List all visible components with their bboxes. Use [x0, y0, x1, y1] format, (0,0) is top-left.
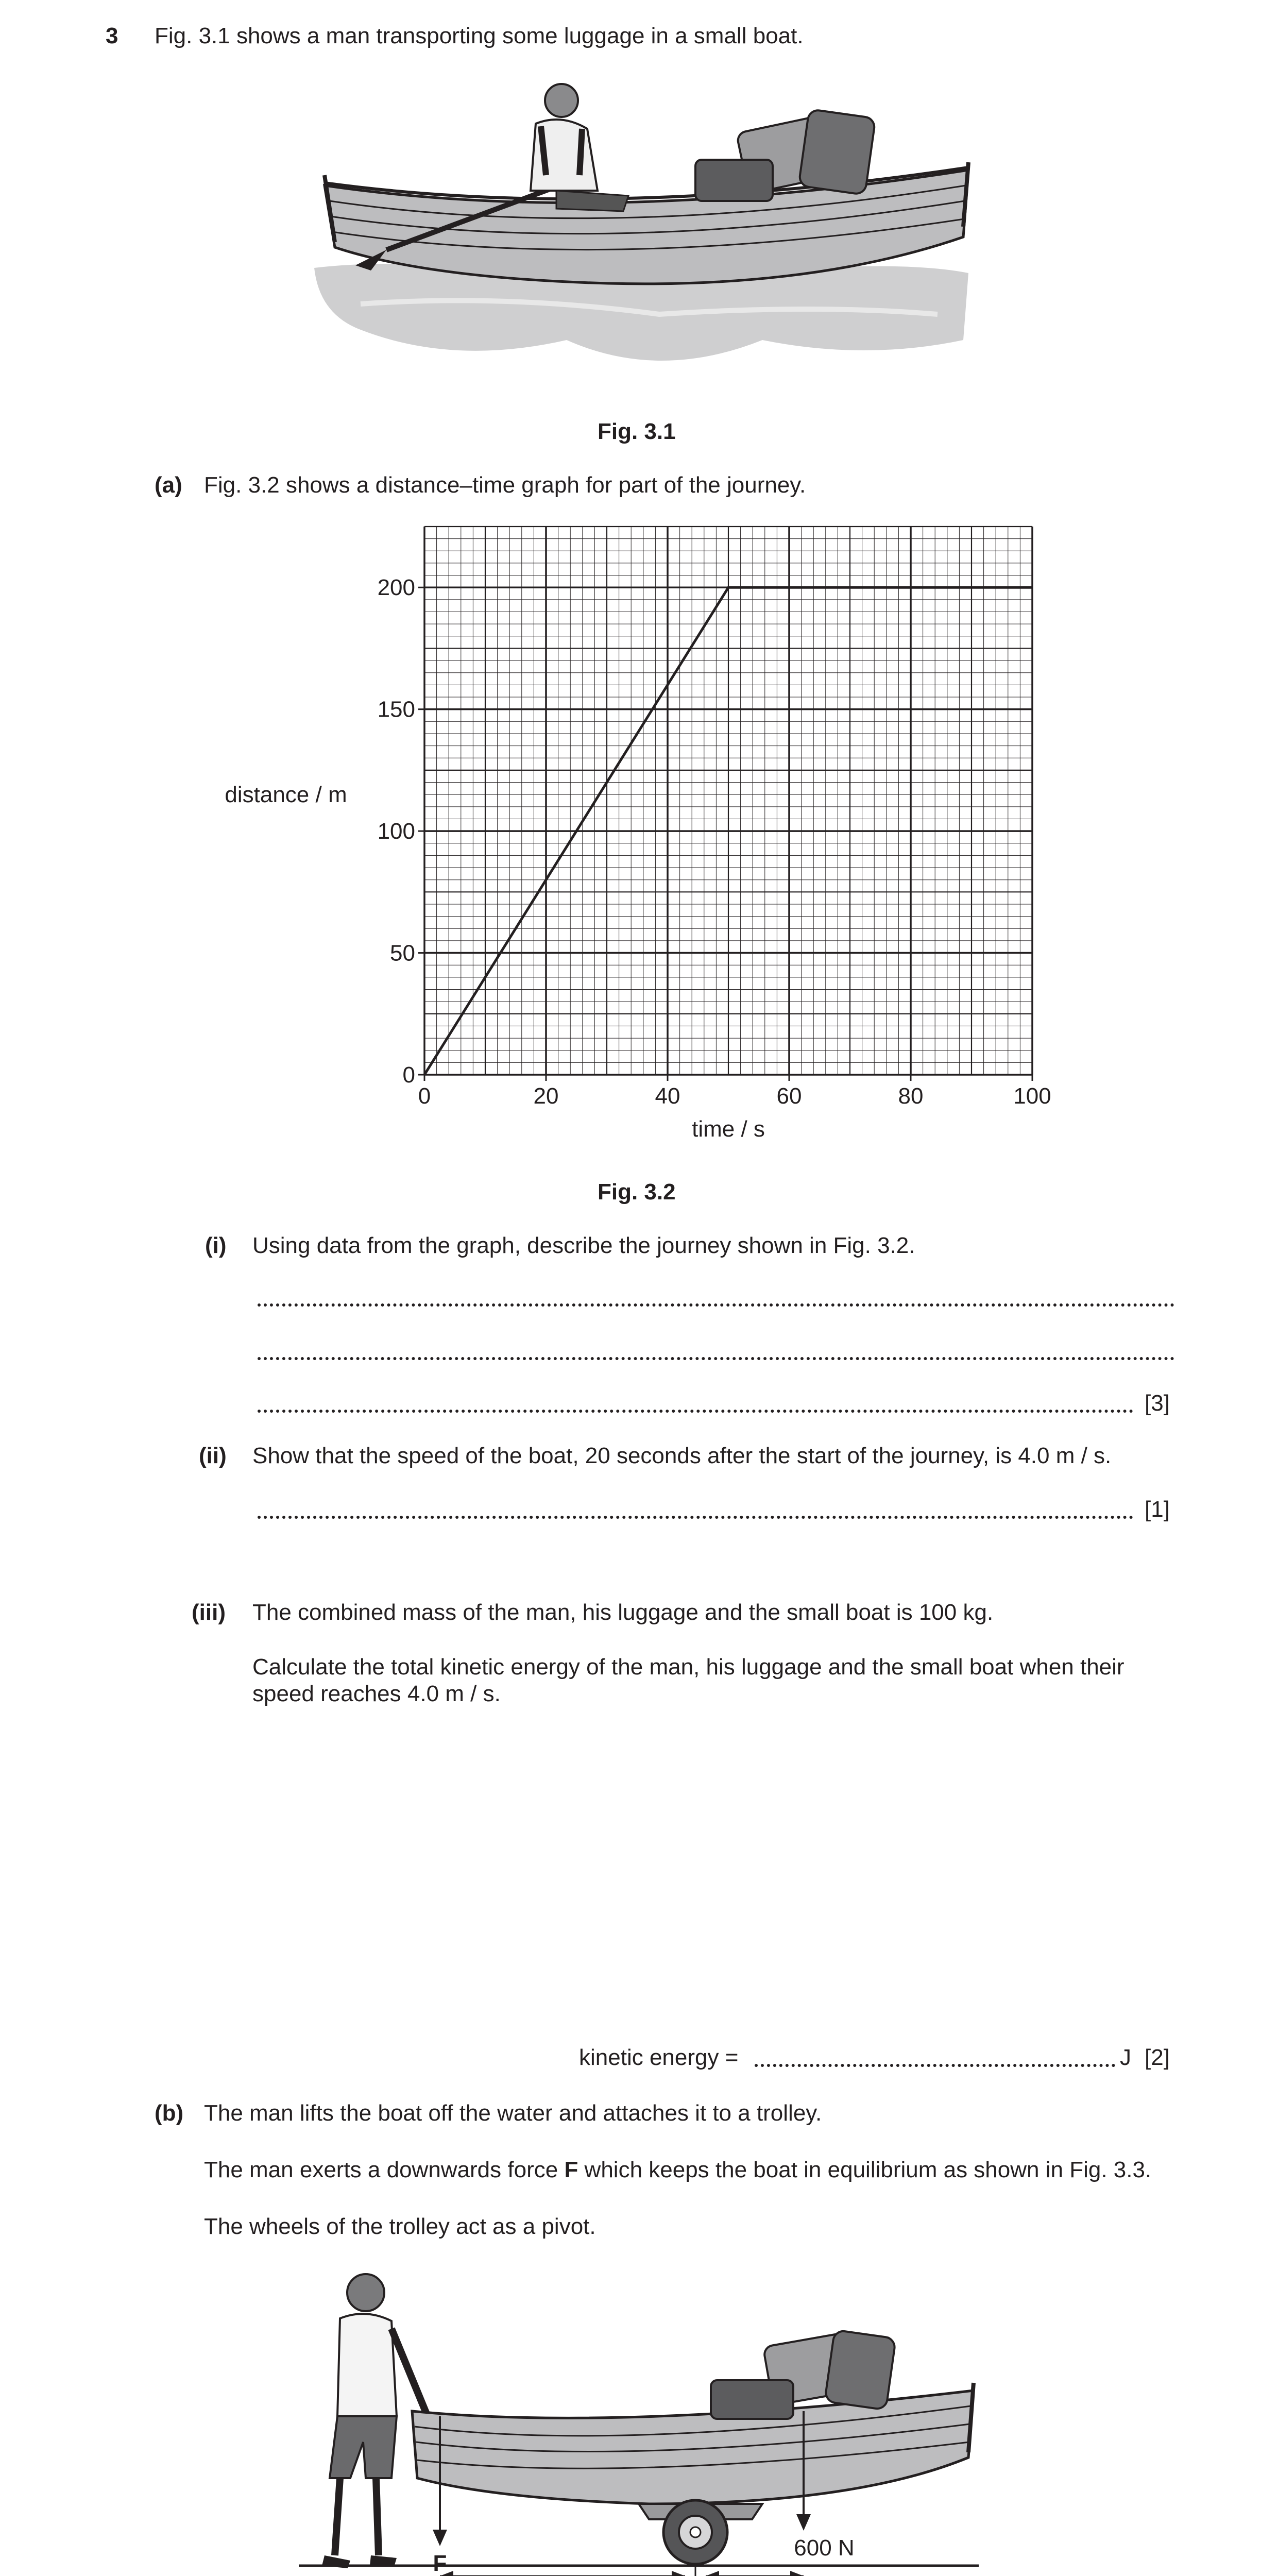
x-tick-label: 0: [418, 1083, 431, 1109]
weight-label: 600 N: [794, 2535, 855, 2561]
x-tick-label: 40: [655, 1083, 680, 1109]
y-tick-label: 200: [377, 575, 415, 601]
force-F-label: F: [433, 2551, 447, 2576]
part-b-text2-pre: The man exerts a downwards force: [204, 2157, 565, 2182]
fig31-boat-illustration: [299, 72, 979, 402]
kinetic-energy-unit: J: [1120, 2045, 1131, 2070]
x-tick-label: 80: [898, 1083, 924, 1109]
part-a-ii-marks: [1]: [1145, 1497, 1170, 1522]
part-a-iii-marks: [2]: [1145, 2045, 1170, 2070]
answer-line[interactable]: [258, 1357, 1174, 1360]
x-tick-label: 100: [1013, 1083, 1051, 1109]
kinetic-energy-answer-line[interactable]: [755, 2064, 1115, 2067]
graph-x-axis-label: time / s: [692, 1116, 765, 1142]
part-b-text2: [204, 2157, 1151, 2183]
graph-y-axis-label: distance / m: [225, 782, 347, 808]
part-b-text3: The wheels of the trolley act as a pivot.: [204, 2214, 596, 2239]
part-a-ii-label: (ii): [199, 1443, 227, 1468]
part-a-ii-text: Show that the speed of the boat, 20 seconds after the start of the journey, is 4.0 m / s.: [252, 1443, 1112, 1468]
answer-line[interactable]: [258, 1303, 1174, 1307]
part-a-i-text: Using data from the graph, describe the journey shown in Fig. 3.2.: [252, 1233, 915, 1258]
graph-grid: [424, 527, 1032, 1075]
x-tick-label: 20: [533, 1083, 559, 1109]
part-a-iii-text1: The combined mass of the man, his luggage and the small boat is 100 kg.: [252, 1600, 994, 1625]
part-a-iii-text2: Calculate the total kinetic energy of the man, his luggage and the small boat when their speed reaches 4.0 m / s.: [252, 1654, 1124, 1706]
answer-line[interactable]: [258, 1410, 1133, 1413]
fig33-boat-trolley-illustration: [288, 2262, 999, 2576]
question-intro: Fig. 3.1 shows a man transporting some luggage in a small boat.: [155, 23, 804, 48]
part-a-iii-label: (iii): [192, 1600, 226, 1625]
fig32-caption: Fig. 3.2: [598, 1179, 676, 1205]
answer-line[interactable]: [258, 1516, 1133, 1519]
part-a-i-label: (i): [205, 1233, 227, 1258]
force-symbol: F: [564, 2157, 578, 2182]
part-a-label: (a): [155, 472, 182, 498]
fig32-distance-time-graph: [206, 515, 1071, 1159]
part-a-text: Fig. 3.2 shows a distance–time graph for part of the journey.: [204, 472, 806, 498]
x-tick-label: 60: [776, 1083, 802, 1109]
y-tick-label: 0: [402, 1062, 415, 1088]
y-tick-label: 50: [390, 940, 415, 966]
y-tick-label: 100: [377, 819, 415, 844]
graph-ticks: [378, 575, 1051, 1109]
part-b-text1: The man lifts the boat off the water and attaches it to a trolley.: [204, 2100, 822, 2126]
part-a-i-marks: [3]: [1145, 1391, 1170, 1416]
question-number: 3: [106, 23, 118, 48]
y-tick-label: 150: [377, 697, 415, 722]
part-b-text2-post: which keeps the boat in equilibrium as shown in Fig. 3.3.: [578, 2157, 1152, 2182]
fig31-caption: Fig. 3.1: [598, 419, 676, 444]
part-b-label: (b): [155, 2100, 184, 2126]
kinetic-energy-label: kinetic energy =: [579, 2045, 739, 2070]
